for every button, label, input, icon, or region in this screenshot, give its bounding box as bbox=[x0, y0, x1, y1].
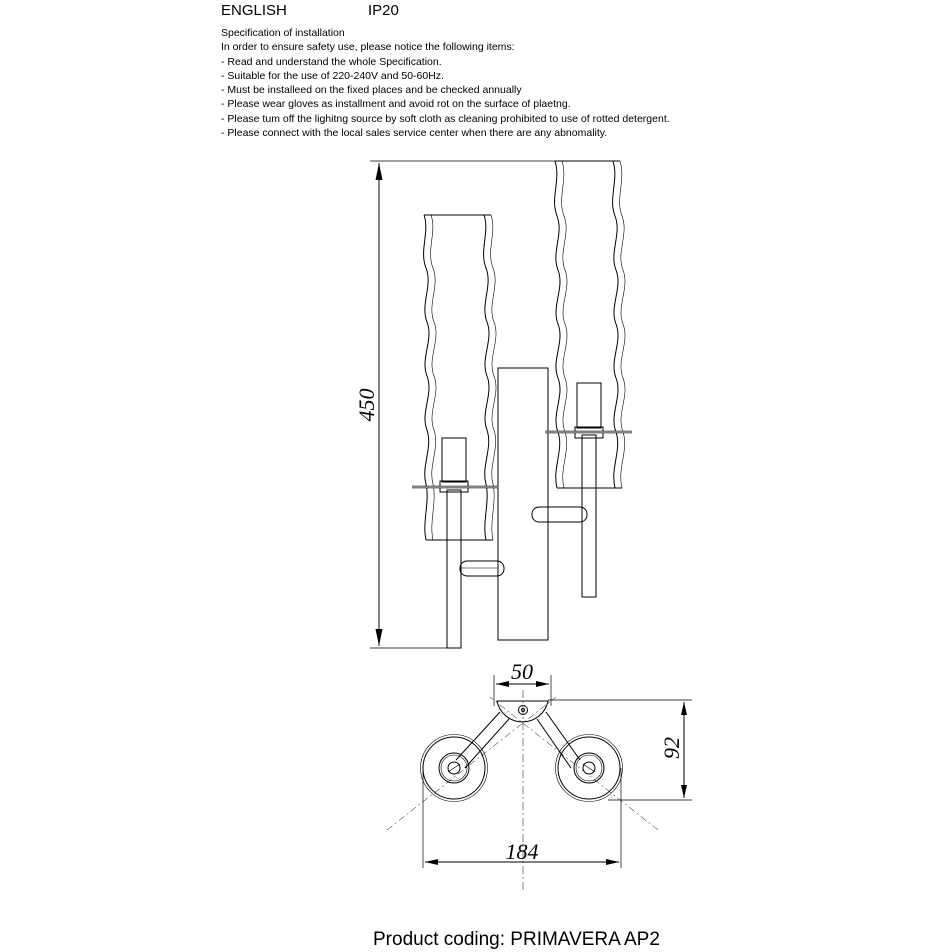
left-shade-top bbox=[421, 735, 488, 802]
left-bulb-holder bbox=[412, 438, 498, 492]
right-shade-top bbox=[556, 735, 623, 802]
spec-item: - Suitable for the use of 220-240V and 50-60Hz. bbox=[221, 69, 444, 82]
left-lamp-stem bbox=[447, 490, 461, 648]
spec-title: Specification of installation bbox=[221, 27, 345, 39]
spec-item: - Please connect with the local sales service center when there are any abnomality. bbox=[221, 127, 608, 140]
product-coding: Product coding: PRIMAVERA AP2 bbox=[373, 929, 660, 950]
depth-dimension-label: 92 bbox=[659, 737, 684, 759]
right-arm bbox=[532, 507, 587, 522]
right-bulb-holder bbox=[545, 383, 632, 438]
spec-item: - Read and understand the whole Specification. bbox=[221, 55, 442, 68]
top-view bbox=[387, 675, 692, 892]
spec-item: - Please wear gloves as installment and avoid rot on the surface of plaetng. bbox=[221, 98, 571, 111]
top-right-arm bbox=[537, 712, 580, 768]
spec-item: - Please tum off the lighitng source by soft cloth as cleaning prohibited to use of rotted detergent. bbox=[221, 112, 670, 125]
front-view bbox=[370, 161, 632, 648]
language-label: ENGLISH bbox=[221, 2, 287, 19]
spec-item: - Must be installeed on the fixed places and be checked annually bbox=[221, 84, 522, 97]
base-width-dimension-label: 50 bbox=[511, 659, 533, 684]
left-arm bbox=[460, 561, 504, 576]
height-dimension-label: 450 bbox=[354, 388, 379, 422]
left-glass-shade bbox=[424, 215, 496, 540]
right-lamp-stem bbox=[582, 435, 596, 597]
wall-plate bbox=[498, 368, 548, 640]
ip-rating-label: IP20 bbox=[368, 2, 399, 19]
span-dimension-label: 184 bbox=[505, 839, 539, 864]
right-glass-shade bbox=[555, 161, 625, 488]
spec-intro: In order to ensure safety use, please notice the following items: bbox=[221, 41, 515, 54]
